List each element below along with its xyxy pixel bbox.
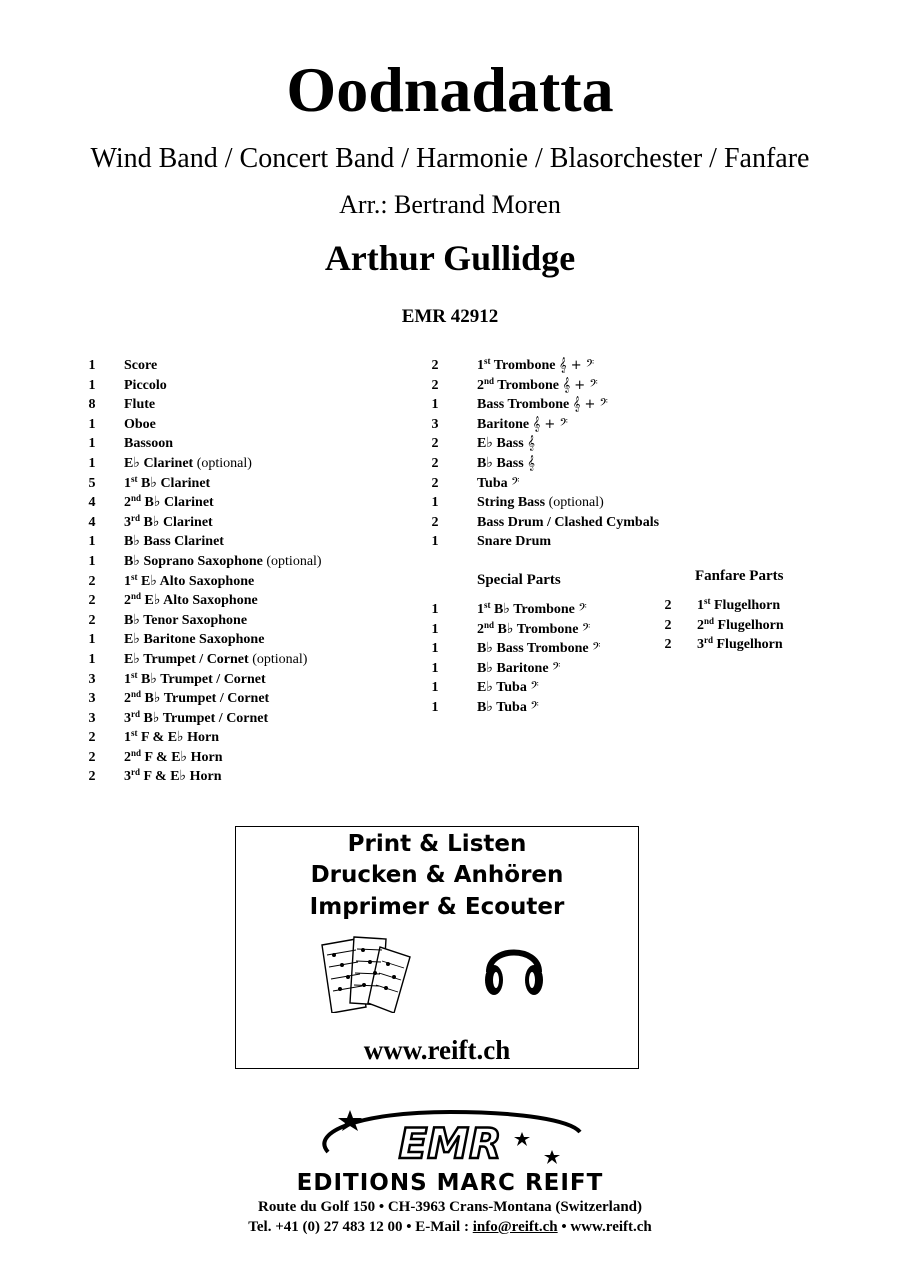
part-quantity: 1 [88,534,96,550]
part-name: E♭ Clarinet (optional) [124,455,252,471]
clef-icon: 𝄢 [578,602,587,617]
part-quantity: 4 [88,495,96,511]
part-name: Snare Drum [477,534,552,550]
part-name: Tuba 𝄢 [477,475,520,491]
ordinal-suffix: rd [131,708,140,719]
ensemble-subtitle: Wind Band / Concert Band / Harmonie / Blasorchester / Fanfare [90,143,810,174]
part-quantity: 2 [431,377,439,393]
ordinal-suffix: st [131,571,138,582]
part-name: 1st Trombone 𝄞 + 𝄢 [477,356,595,373]
clef-icon: 𝄢 [552,660,561,676]
special-parts-heading: Special Parts [477,572,561,588]
part-name: E♭ Baritone Saxophone [124,632,265,648]
part-name: 3rd F & E♭ Horn [124,767,222,785]
contact-phone: Tel. +41 (0) 27 483 12 00 • E-Mail : [248,1219,473,1235]
part-name: 1st Flugelhorn [697,596,781,613]
publisher-contact [0,1219,900,1236]
part-quantity: 3 [88,671,96,687]
contact-website[interactable]: • www.reift.ch [557,1219,652,1235]
ordinal-suffix: st [484,600,491,610]
ordinal-suffix: rd [704,635,713,646]
part-name: Baritone 𝄞 + 𝄢 [477,416,568,432]
part-name: Piccolo [124,377,167,393]
clef-icon: 𝄢 [530,699,539,715]
part-quantity: 1 [431,602,439,617]
part-quantity: 1 [88,553,96,569]
part-quantity: 3 [88,710,96,726]
part-name: B♭ Tenor Saxophone [124,612,248,628]
part-quantity: 8 [88,397,96,413]
part-quantity: 2 [431,455,439,471]
catalog-number: EMR 42912 [401,306,499,327]
part-name: 3rd Flugelhorn [697,635,783,653]
ordinal-suffix: nd [484,619,495,630]
part-name: 2nd E♭ Alto Saxophone [124,591,258,609]
star-icon [544,1150,560,1164]
part-name: 2nd B♭ Trombone 𝄢 [477,619,591,637]
part-quantity: 1 [431,534,439,550]
ordinal-suffix: rd [131,512,140,523]
promo-line-print-listen: Print & Listen [347,831,527,857]
ordinal-suffix: nd [131,493,142,504]
part-name: 1st B♭ Trombone 𝄢 [477,600,587,617]
part-quantity: 2 [664,598,672,613]
part-quantity: 1 [88,377,96,393]
part-quantity: 1 [431,680,439,696]
part-quantity: 2 [664,637,672,653]
part-quantity: 1 [88,455,96,471]
clef-icon: 𝄞 [527,436,535,452]
part-name: String Bass (optional) [477,495,604,511]
part-name: B♭ Tuba 𝄢 [477,699,539,715]
part-name: Bass Trombone 𝄞 + 𝄢 [477,397,608,413]
fanfare-parts-heading: Fanfare Parts [695,568,784,584]
part-name: Bassoon [124,436,174,452]
part-name: 2nd Trombone 𝄞 + 𝄢 [477,375,598,393]
part-quantity: 1 [431,495,439,511]
part-quantity: 2 [431,475,439,491]
ordinal-suffix: nd [484,375,495,386]
part-name: 1st E♭ Alto Saxophone [124,571,255,589]
part-quantity: 1 [88,358,96,373]
part-name: Score [124,358,158,373]
ordinal-suffix: st [131,728,138,739]
part-name: B♭ Baritone 𝄢 [477,660,561,676]
contact-email-link[interactable]: info@reift.ch [472,1219,558,1235]
part-quantity: 1 [88,436,96,452]
ordinal-suffix: st [131,669,138,680]
part-quantity: 1 [431,641,439,657]
ordinal-suffix: nd [131,689,142,700]
part-name: 2nd F & E♭ Horn [124,747,223,765]
part-name: Flute [124,397,156,413]
part-quantity: 1 [88,416,96,432]
clef-icon: 𝄢 [511,475,520,491]
part-name: 3rd B♭ Clarinet [124,512,213,530]
part-quantity: 2 [431,358,439,373]
clef-icon: 𝄢 [581,621,591,637]
part-name: 1st F & E♭ Horn [124,728,220,746]
part-name: 2nd B♭ Trumpet / Cornet [124,689,270,707]
part-quantity: 2 [664,617,672,633]
ordinal-suffix: nd [131,747,142,758]
clef-icon: 𝄢 [530,680,539,696]
part-name: Bass Drum / Clashed Cymbals [477,514,660,530]
score-title: Oodnadatta [286,54,614,125]
sheet-music-icon [318,933,414,1013]
part-quantity: 1 [431,699,439,715]
part-name: B♭ Soprano Saxophone (optional) [124,553,322,569]
optional-note: (optional) [248,651,308,667]
part-quantity: 2 [88,593,96,609]
ordinal-suffix: st [704,596,711,606]
star-icon [514,1132,530,1146]
clef-icon: 𝄞 + 𝄢 [562,377,598,393]
part-quantity: 1 [431,397,439,413]
part-name: 1st B♭ Trumpet / Cornet [124,669,266,687]
clef-icon: 𝄞 + 𝄢 [572,397,608,413]
emr-logo [300,1102,600,1168]
clef-icon: 𝄞 [527,455,535,471]
part-quantity: 1 [431,621,439,637]
publisher-address: Route du Golf 150 • CH-3963 Crans-Montana (Switzerland) [258,1199,642,1215]
promo-line-imprimer: Imprimer & Ecouter [309,894,565,920]
ordinal-suffix: nd [131,591,142,602]
part-quantity: 2 [88,573,96,589]
part-quantity: 1 [88,651,96,667]
publisher-name: EDITIONS MARC REIFT [296,1170,604,1196]
headphones-icon [483,934,545,1000]
clef-icon: 𝄞 + 𝄢 [558,358,595,373]
part-quantity: 2 [88,769,96,785]
part-name: E♭ Bass 𝄞 [477,436,535,452]
part-quantity: 1 [88,632,96,648]
part-name: B♭ Bass Clarinet [124,534,224,550]
ordinal-suffix: st [484,356,491,366]
part-name: 2nd B♭ Clarinet [124,493,214,511]
emr-logo-text: EMR [398,1119,502,1168]
arranger-credit: Arr.: Bertrand Moren [339,190,561,219]
part-quantity: 2 [88,612,96,628]
part-quantity: 2 [431,436,439,452]
website-url[interactable]: www.reift.ch [363,1035,511,1065]
part-name: E♭ Trumpet / Cornet (optional) [124,651,308,667]
part-quantity: 5 [88,475,96,491]
part-quantity: 3 [88,691,96,707]
part-name: B♭ Bass 𝄞 [477,455,535,471]
part-name: 2nd Flugelhorn [697,615,784,633]
part-quantity: 2 [88,749,96,765]
part-quantity: 3 [431,416,439,432]
part-name: E♭ Tuba 𝄢 [477,680,539,696]
composer-name: Arthur Gullidge [324,238,576,278]
optional-note: (optional) [262,553,322,569]
part-name: 1st B♭ Clarinet [124,473,211,491]
optional-note: (optional) [545,495,604,511]
print-listen-box [235,826,639,1069]
part-name: B♭ Bass Trombone 𝄢 [477,641,601,657]
clef-icon: 𝄞 + 𝄢 [532,416,568,432]
promo-line-drucken: Drucken & Anhören [310,862,564,888]
part-quantity: 2 [431,514,439,530]
clef-icon: 𝄢 [592,641,601,657]
part-quantity: 4 [88,514,96,530]
part-quantity: 2 [88,730,96,746]
ordinal-suffix: rd [131,767,140,778]
part-name: Oboe [124,416,156,432]
part-quantity: 1 [431,660,439,676]
ordinal-suffix: nd [704,615,715,626]
ordinal-suffix: st [131,473,138,484]
part-name: 3rd B♭ Trumpet / Cornet [124,708,269,726]
optional-note: (optional) [193,455,252,471]
